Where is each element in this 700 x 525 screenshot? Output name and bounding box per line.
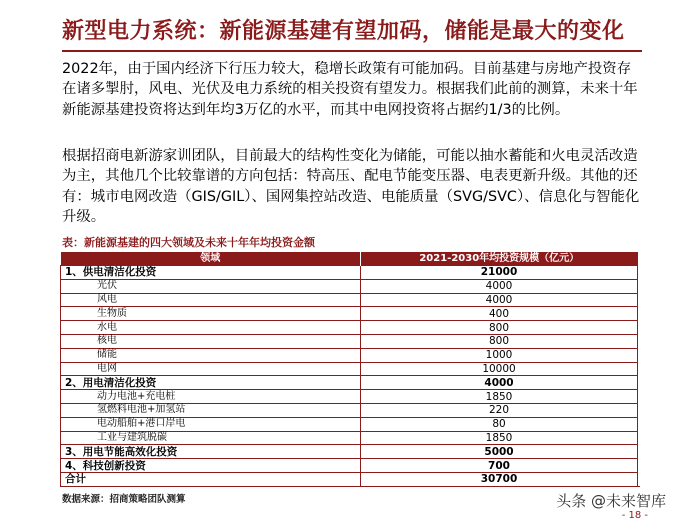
data-source: 数据来源：招商策略团队测算	[62, 494, 186, 505]
title-underline	[62, 50, 642, 52]
row-label: 4、科技创新投资	[61, 459, 361, 473]
row-label: 风电	[61, 293, 361, 307]
header-investment: 2021-2030年均投资规模（亿元）	[361, 252, 638, 266]
row-label: 动力电池+充电桩	[61, 390, 361, 404]
row-value: 4000	[361, 293, 638, 307]
row-value: 80	[361, 417, 638, 431]
row-value: 1850	[361, 390, 638, 404]
header-sector: 领域	[61, 252, 361, 266]
table-row	[61, 445, 638, 459]
table-row	[61, 459, 638, 473]
watermark: 头条 @未来智库	[556, 492, 666, 510]
row-label: 3、用电节能高效化投资	[61, 445, 361, 459]
paragraph-2: 根据招商电新游家训团队，目前最大的结构性变化为储能，可能以抽水蓄能和火电灵活改造为主，其他几个比较靠谱的方向包括：特高压、配电节能变压器、电表更新升级。其他的还有：城市电网改造（GIS/GIL）、国网集控站改造、电能质量（SVG/SVC）、信息化与智能化升级。	[62, 148, 640, 225]
table-row	[61, 417, 638, 431]
table-caption: 表：新能源基建的四大领域及未来十年年均投资金额	[62, 236, 315, 249]
row-label: 2、用电清洁化投资	[61, 376, 361, 390]
row-value: 21000	[361, 266, 638, 280]
table-row	[61, 431, 638, 445]
row-value: 1850	[361, 431, 638, 445]
row-value: 1000	[361, 348, 638, 362]
table-row	[61, 376, 638, 390]
table-row	[61, 472, 638, 486]
row-value: 4000	[361, 279, 638, 293]
row-label: 光伏	[61, 279, 361, 293]
row-value: 30700	[361, 472, 638, 486]
table-row	[61, 362, 638, 376]
row-value: 10000	[361, 362, 638, 376]
table-row	[61, 348, 638, 362]
page-number: - 18 -	[621, 510, 648, 521]
table-row	[61, 266, 638, 280]
row-value: 400	[361, 307, 638, 321]
row-label: 1、供电清洁化投资	[61, 266, 361, 280]
table-body	[61, 266, 638, 487]
investment-table	[60, 252, 638, 487]
row-label: 电网	[61, 362, 361, 376]
slide-title: 新型电力系统：新能源基建有望加码，储能是最大的变化	[62, 18, 625, 44]
row-value: 800	[361, 334, 638, 348]
paragraph-1: 2022年，由于国内经济下行压力较大，稳增长政策有可能加码。目前基建与房地产投资存在诸多掣肘，风电、光伏及电力系统的相关投资有望发力。根据我们此前的测算，未来十年新能源基建投资将达到年均3万亿的水平，而其中电网投资将占据约1/3的比例。	[62, 61, 638, 118]
row-label: 氢燃料电池+加氢站	[61, 403, 361, 417]
row-label: 水电	[61, 321, 361, 335]
table-header-row	[61, 252, 638, 266]
row-value: 4000	[361, 376, 638, 390]
table-row	[61, 403, 638, 417]
row-label: 核电	[61, 334, 361, 348]
row-label: 工业与建筑脱碳	[61, 431, 361, 445]
table-row	[61, 321, 638, 335]
table-row	[61, 293, 638, 307]
table-row	[61, 334, 638, 348]
row-label: 合计	[61, 472, 361, 486]
table-row	[61, 279, 638, 293]
footer-divider	[60, 486, 640, 487]
table-row	[61, 390, 638, 404]
row-label: 电动船舶+港口岸电	[61, 417, 361, 431]
table-row	[61, 307, 638, 321]
row-label: 储能	[61, 348, 361, 362]
row-label: 生物质	[61, 307, 361, 321]
row-value: 220	[361, 403, 638, 417]
row-value: 700	[361, 459, 638, 473]
row-value: 5000	[361, 445, 638, 459]
row-value: 800	[361, 321, 638, 335]
